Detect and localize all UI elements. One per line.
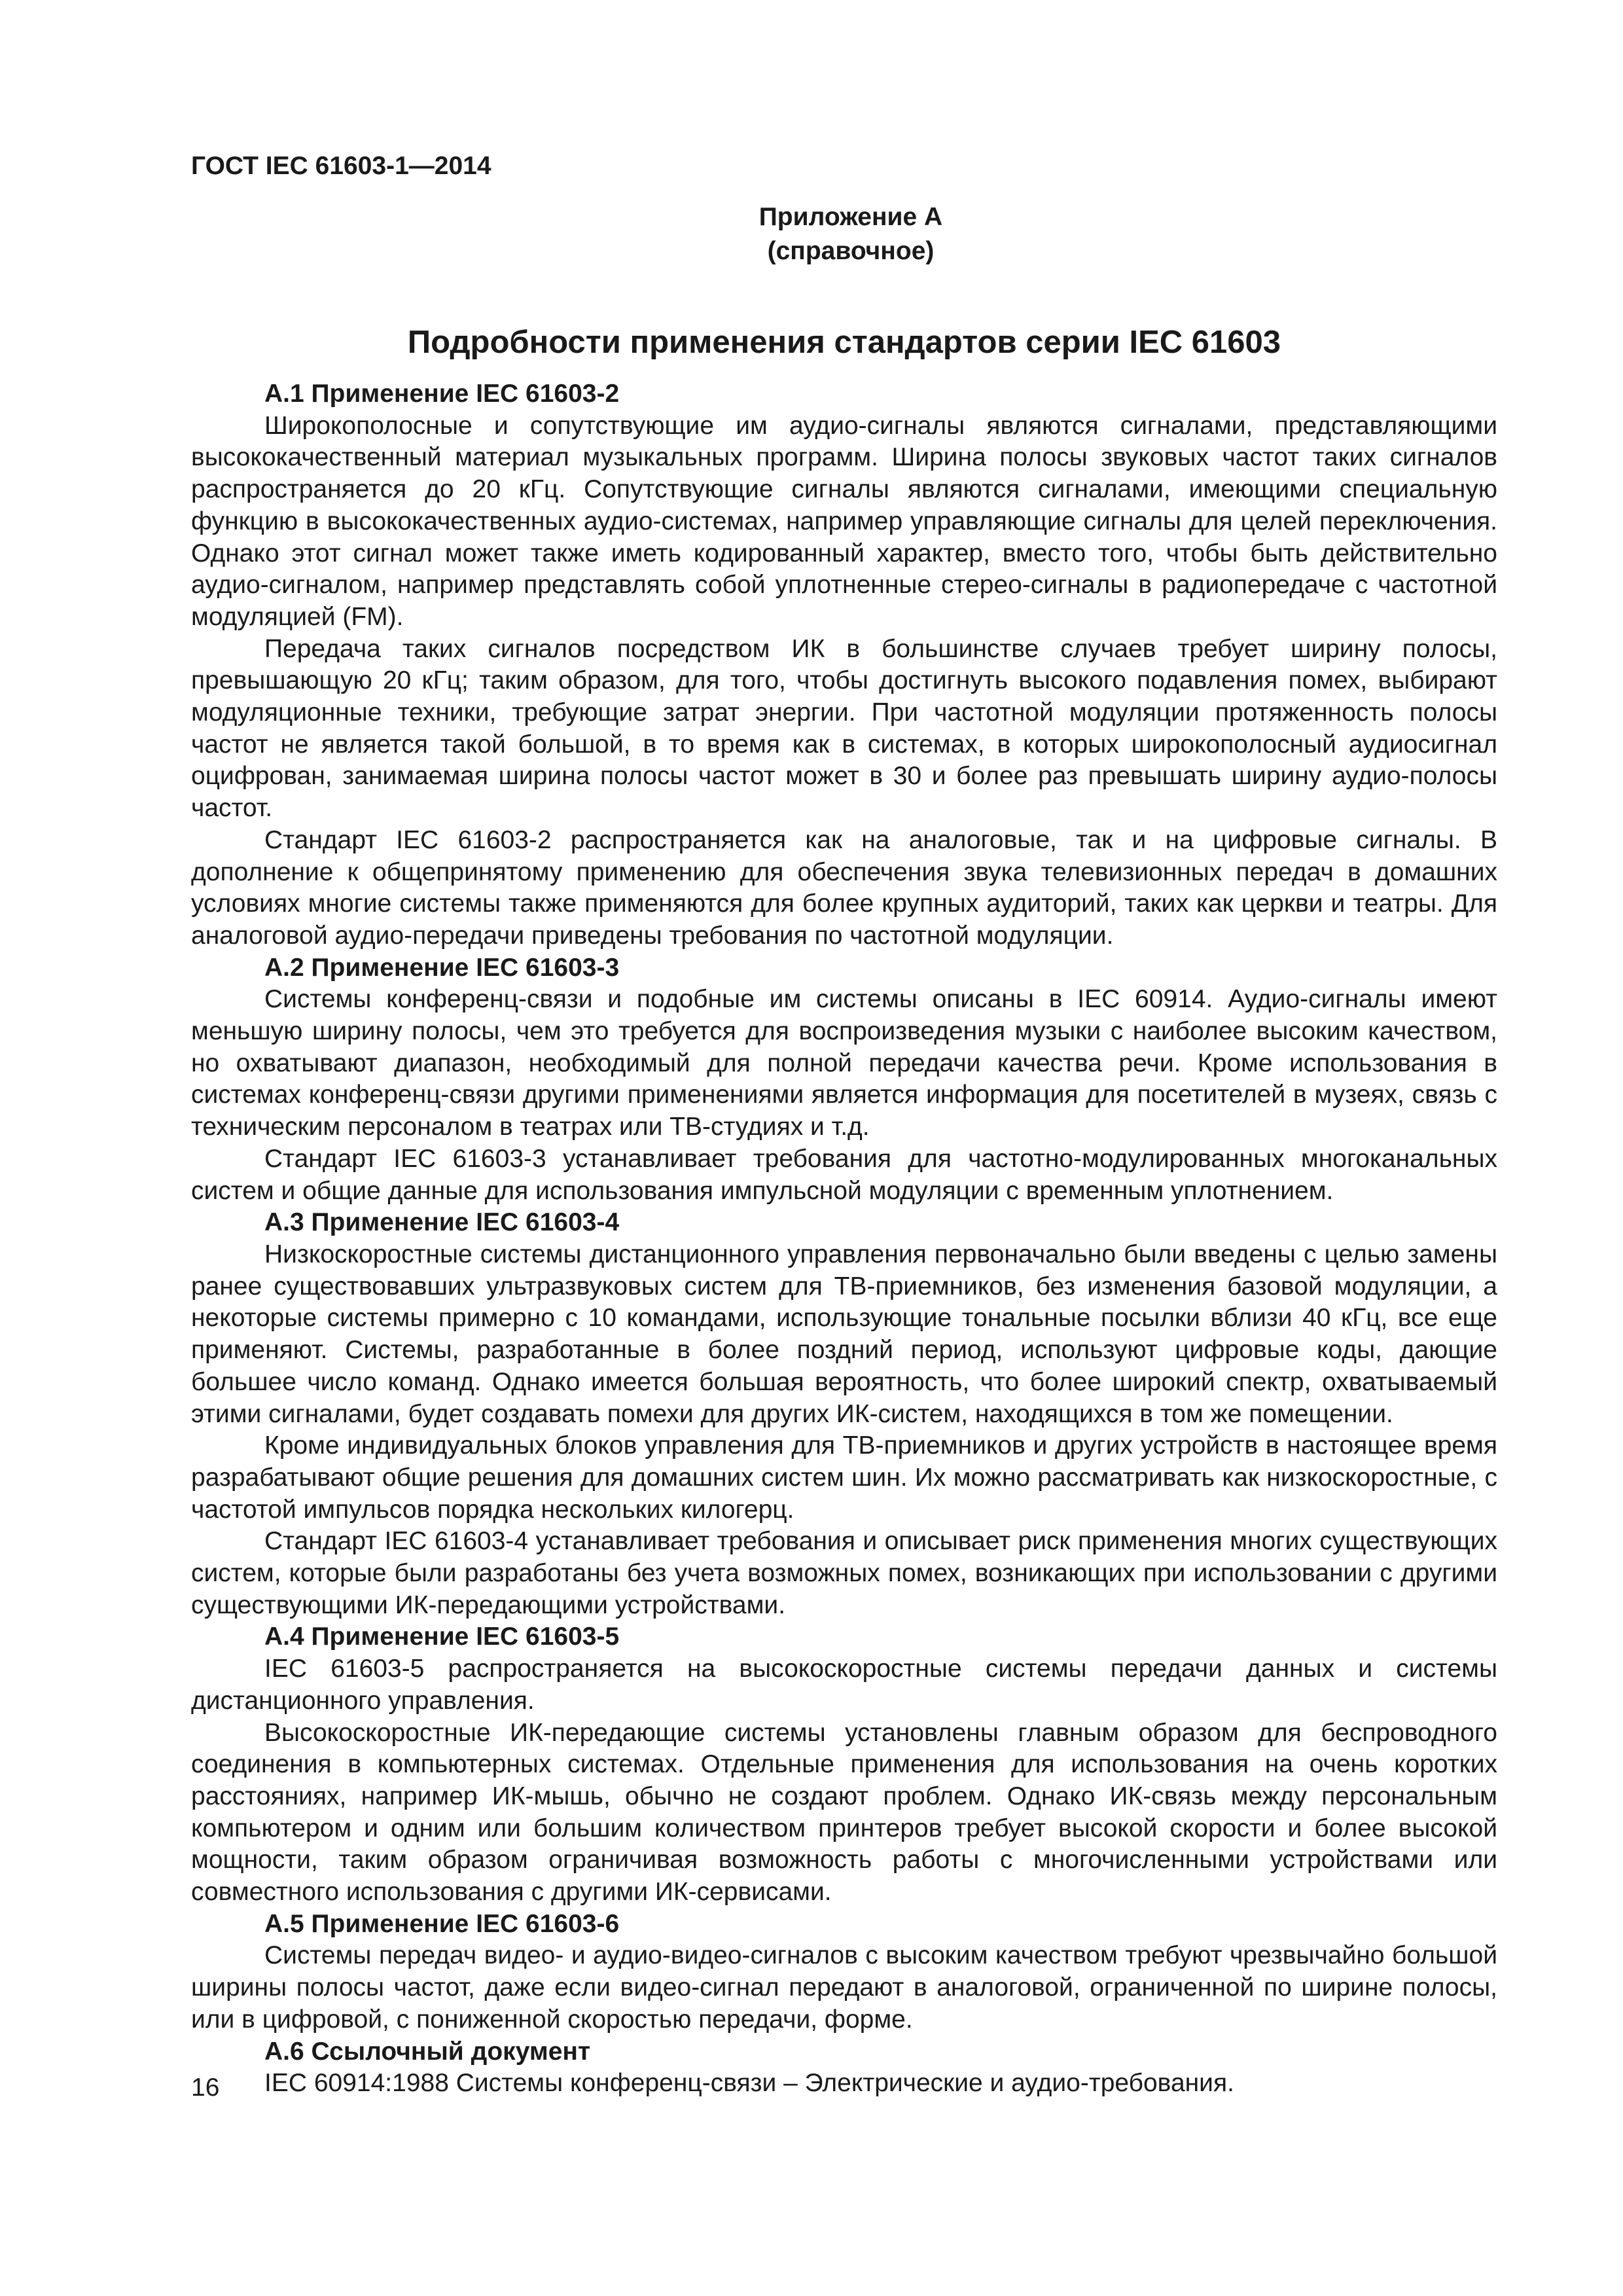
page-number: 16 bbox=[191, 2073, 220, 2102]
paragraph: Низкоскоростные системы дистанционного управления первоначально были введены с целью замены ранее существовавших ультразвуковых систем для ТВ-приемников, без изменения базовой модуляции, а некоторые системы примерно с 10 командами, использующие тональные посылки вблизи 40 кГц, все еще применяют. Системы, разработанные в более поздний период, используют цифровые коды, дающие большее число команд. Однако имеется большая вероятность, что более широкий спектр, охватываемый этими сигналами, будет создавать помехи для других ИК-систем, находящихся в том же помещении. bbox=[191, 1240, 1497, 1428]
paragraph: Высокоскоростные ИК-передающие системы установлены главным образом для беспроводного соединения в компьютерных системах. Отдельные применения для использования на очень коротких расстояниях, например ИК-мышь, обычно не создают проблем. Однако ИК-связь между персональным компьютером и одним или большим количеством принтеров требует высокой скорости и более высокой мощности, таким образом ограничивая возможность работы с многочисленными устройствами или совместного использования с другими ИК-сервисами. bbox=[191, 1718, 1497, 1907]
annex-type: (справочное) bbox=[767, 237, 935, 265]
section-heading: А.4 Применение IEC 61603-5 bbox=[264, 1623, 620, 1651]
annex-title: Приложение А bbox=[758, 203, 943, 231]
section-heading: А.6 Ссылочный документ bbox=[264, 2037, 591, 2066]
document-body bbox=[191, 378, 1497, 2100]
paragraph: Системы конференц-связи и подобные им системы описаны в IEC 60914. Аудио-сигналы имеют меньшую ширину полосы, чем это требуется для воспроизведения музыки с наиболее высоким качеством, но охватывают диапазон, необходимый для полной передачи качества речи. Кроме использования в системах конференц-связи другими применениями является информация для посетителей в музеях, связь с техническим персоналом в театрах или ТВ-студиях и т.д. bbox=[191, 985, 1497, 1141]
section-heading: А.5 Применение IEC 61603-6 bbox=[264, 1909, 620, 1938]
paragraph: Системы передач видео- и аудио-видео-сигналов с высоким качеством требуют чрезвычайно большой ширины полосы частот, даже если видео-сигнал передают в аналоговой, ограниченной по ширине полосы, или в цифровой, с пониженной скоростью передачи, форме. bbox=[191, 1941, 1497, 2034]
section-heading: А.1 Применение IEC 61603-2 bbox=[264, 380, 620, 408]
paragraph: Стандарт IEC 61603-4 устанавливает требования и описывает риск применения многих существующих систем, которые были разработаны без учета возможных помех, возникающих при использовании с другими существующими ИК-передающими устройствами. bbox=[191, 1527, 1497, 1619]
annex-header bbox=[654, 200, 1047, 268]
paragraph: Стандарт IEC 61603-3 устанавливает требования для частотно-модулированных многоканальных систем и общие данные для использования импульсной модуляции с временным уплотнением. bbox=[191, 1144, 1497, 1205]
section-heading: А.2 Применение IEC 61603-3 bbox=[264, 953, 620, 982]
document-code: ГОСТ IEC 61603-1—2014 bbox=[191, 152, 491, 180]
paragraph: IEC 60914:1988 Системы конференц-связи – Электрические и аудио-требования. bbox=[264, 2069, 1234, 2098]
section-heading: А.3 Применение IEC 61603-4 bbox=[264, 1208, 620, 1237]
paragraph: Стандарт IEC 61603-2 распространяется как на аналоговые, так и на цифровые сигналы. В дополнение к общепринятому применению для обеспечения звука телевизионных передач в домашних условиях многие системы также применяются для более крупных аудиторий, таких как церкви и театры. Для аналоговой аудио-передачи приведены требования по частотной модуляции. bbox=[191, 825, 1497, 950]
paragraph: IEC 61603-5 распространяется на высокоскоростные системы передачи данных и системы дистанционного управления. bbox=[191, 1655, 1497, 1715]
paragraph: Кроме индивидуальных блоков управления для ТВ-приемников и других устройств в настоящее время разрабатывают общие решения для домашних систем шин. Их можно рассматривать как низкоскоростные, с частотой импульсов порядка нескольких килогерц. bbox=[191, 1431, 1497, 1524]
page-title: Подробности применения стандартов серии IEC 61603 bbox=[407, 325, 1281, 360]
paragraph: Широкополосные и сопутствующие им аудио-сигналы являются сигналами, представляющими высококачественный материал музыкальных программ. Ширина полосы звуковых частот таких сигналов распространяется до 20 кГц. Сопутствующие сигналы являются сигналами, имеющими специальную функцию в высококачественных аудио-системах, например управляющие сигналы для целей переключения. Однако этот сигнал может также иметь кодированный характер, вместо того, чтобы быть действительно аудио-сигналом, например представлять собой уплотненные стерео-сигналы в радиопередаче с частотной модуляцией (FM). bbox=[191, 411, 1497, 631]
paragraph: Передача таких сигналов посредством ИК в большинстве случаев требует ширину полосы, превышающую 20 кГц; таким образом, для того, чтобы достигнуть высокого подавления помех, выбирают модуляционные техники, требующие затрат энергии. При частотной модуляции протяженность полосы частот не является такой большой, в то время как в системах, в которых широкополосный аудиосигнал оцифрован, занимаемая ширина полосы частот может в 30 и более раз превышать ширину аудио-полосы частот. bbox=[191, 634, 1497, 823]
